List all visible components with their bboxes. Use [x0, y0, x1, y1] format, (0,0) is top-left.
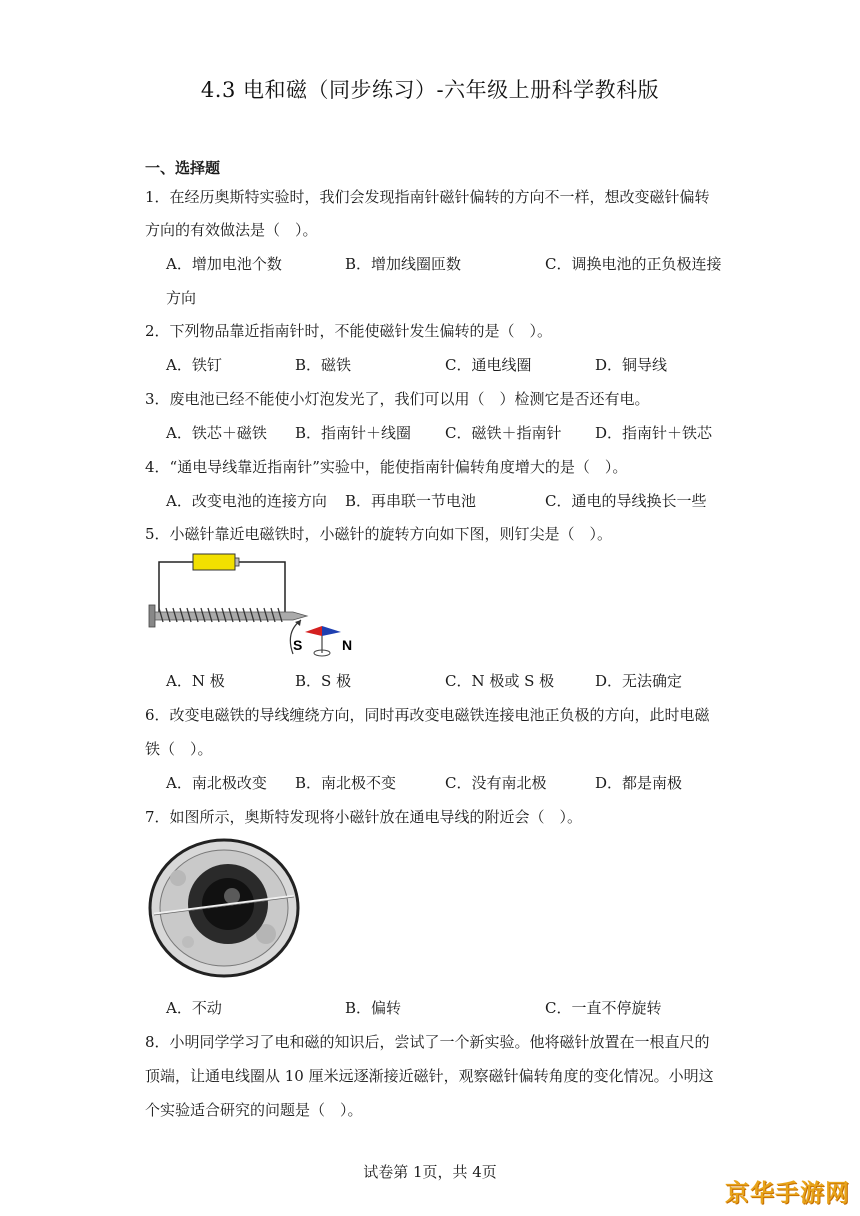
question-3-option-a: A．铁芯＋磁铁	[166, 424, 267, 442]
question-5-line-1: 5．小磁针靠近电磁铁时，小磁针的旋转方向如下图，则钉尖是（ ）。	[145, 525, 613, 543]
question-1-option-c: C．调换电池的正负极连接	[545, 255, 722, 273]
question-2-option-b: B．磁铁	[295, 356, 352, 374]
question-4-option-b: B．再串联一节电池	[345, 492, 477, 510]
question-1-option-b: B．增加线圈匝数	[345, 255, 462, 273]
question-4-line-1: 4．“通电导线靠近指南针”实验中，能使指南针偏转角度增大的是（ ）。	[145, 458, 628, 476]
question-5-option-a: A．N 极	[166, 672, 225, 690]
question-6-line-2: 铁（ ）。	[145, 740, 213, 758]
question-7-option-c: C．一直不停旋转	[545, 999, 662, 1017]
compass-photo-figure	[148, 838, 300, 978]
needle-south-half	[305, 626, 322, 636]
question-7-option-a: A．不动	[166, 999, 222, 1017]
question-3-line-1: 3．废电池已经不能使小灯泡发光了，我们可以用（ ）检测它是否还有电。	[145, 390, 650, 408]
question-3-option-c: C．磁铁＋指南针	[445, 424, 562, 442]
question-8-line-3: 个实验适合研究的问题是（ ）。	[145, 1101, 363, 1119]
question-4-option-c: C．通电的导线换长一些	[545, 492, 707, 510]
question-5-option-d: D．无法确定	[595, 672, 683, 690]
nail-head	[149, 605, 155, 627]
question-7-line-1: 7．如图所示，奥斯特发现将小磁针放在通电导线的附近会（ ）。	[145, 808, 583, 826]
page-title: 4.3 电和磁（同步练习）-六年级上册科学教科版	[200, 78, 660, 102]
label-north: N	[342, 637, 353, 653]
page-footer: 试卷第 1页，共 4页	[363, 1163, 497, 1181]
question-4-option-a: A．改变电池的连接方向	[166, 492, 327, 510]
question-6-option-a: A．南北极改变	[166, 774, 267, 792]
battery	[193, 554, 235, 570]
electromagnet-figure	[145, 550, 360, 665]
question-8-line-1: 8．小明同学学习了电和磁的知识后，尝试了一个新实验。他将磁针放置在一根直尺的	[145, 1033, 710, 1051]
question-6-option-c: C．没有南北极	[445, 774, 547, 792]
question-7-option-b: B．偏转	[345, 999, 402, 1017]
site-watermark: 京华手游网	[725, 1179, 850, 1207]
needle-north-half	[322, 626, 341, 636]
question-2-option-a: A．铁钉	[166, 356, 222, 374]
question-3-option-d: D．指南针＋铁芯	[595, 424, 713, 442]
question-5-option-b: B．S 极	[295, 672, 352, 690]
question-2-option-c: C．通电线圈	[445, 356, 532, 374]
section-heading: 一、选择题	[145, 159, 221, 177]
question-6-option-d: D．都是南极	[595, 774, 683, 792]
battery-terminal	[235, 558, 239, 566]
dial-mark	[170, 870, 186, 886]
compass-highlight	[224, 888, 240, 904]
label-south: S	[293, 637, 303, 653]
circuit-wire-right	[237, 562, 285, 614]
dial-mark	[182, 936, 194, 948]
question-2-line-1: 2．下列物品靠近指南针时，不能使磁针发生偏转的是（ ）。	[145, 322, 553, 340]
question-6-option-b: B．南北极不变	[295, 774, 397, 792]
question-1-line-1: 1．在经历奥斯特实验时，我们会发现指南针磁针偏转的方向不一样，想改变磁针偏转	[145, 188, 710, 206]
question-3-option-b: B．指南针＋线圈	[295, 424, 412, 442]
question-5-option-c: C．N 极或 S 极	[445, 672, 555, 690]
question-8-line-2: 顶端，让通电线圈从 10 厘米远逐渐接近磁针，观察磁针偏转角度的变化情况。小明这	[145, 1067, 714, 1085]
question-6-line-1: 6．改变电磁铁的导线缠绕方向，同时再改变电磁铁连接电池正负极的方向，此时电磁	[145, 706, 710, 724]
question-1-option-a: A．增加电池个数	[166, 255, 282, 273]
question-1-line-2: 方向的有效做法是（ ）。	[145, 221, 318, 239]
question-1-option-c-continued: 方向	[166, 289, 197, 307]
question-2-option-d: D．铜导线	[595, 356, 668, 374]
